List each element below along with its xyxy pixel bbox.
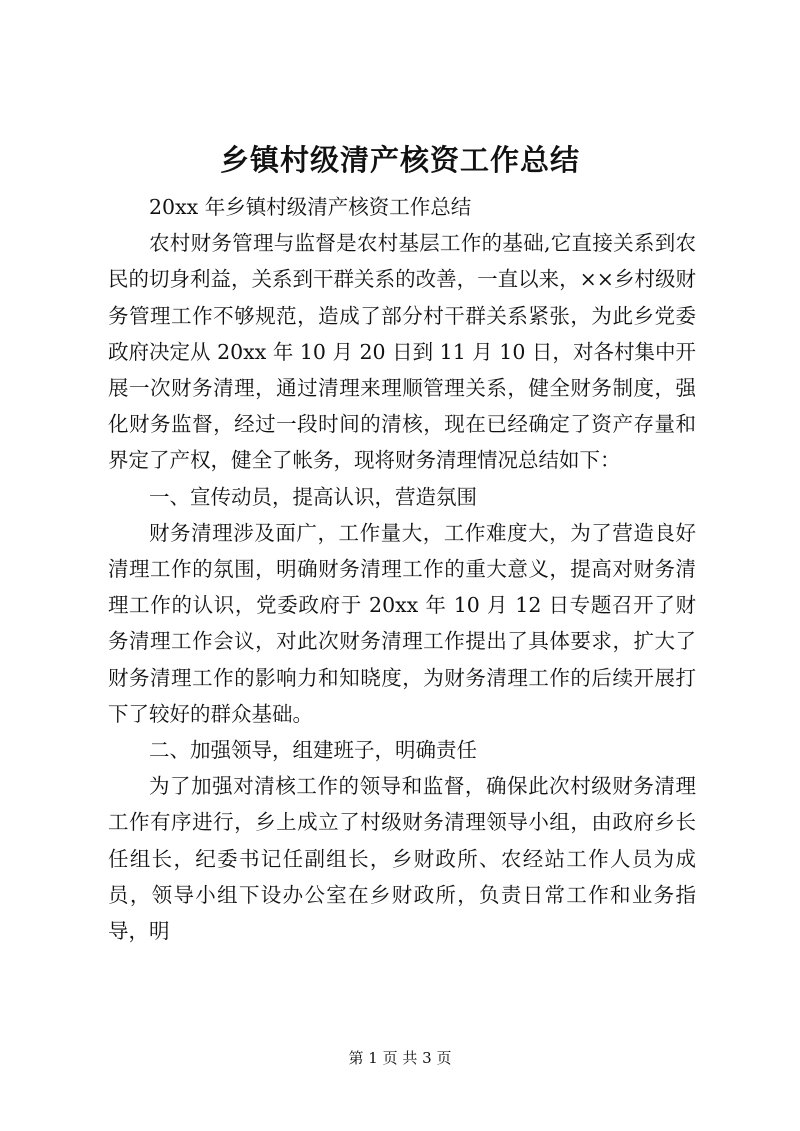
section-heading-2: 二、加强领导，组建班子，明确责任: [149, 738, 477, 763]
document-title: 乡镇村级清产核资工作总结: [219, 143, 580, 177]
section-1-paragraph: 财务清理涉及面广，工作量大，工作难度大，为了营造良好清理工作的氛围，明确财务清理工作的重大意义，提高对财务清理工作的认识，党委政府于 20xx 年 10 月 12 日专题召开了财务清理工作会议，对此次财务清理工作提出了具体要求，扩大了财务清理工作的影响力和知晓度，为财务清理工作的后续开展打下了较好的群众基础。: [108, 520, 696, 726]
intro-paragraph: 农村财务管理与监督是农村基层工作的基础,它直接关系到农民的切身利益，关系到干群关系的改善，一直以来，××乡村级财务管理工作不够规范，造成了部分村干群关系紧张，为此乡党委政府决定从 20xx 年 10 月 20 日到 11 月 10 日，对各村集中开展一次财务清理，通过清理来理顺管理关系，健全财务制度，强化财务监督，经过一段时间的清核，现在已经确定了资产存量和界定了产权，健全了帐务，现将财务清理情况总结如下：: [108, 231, 696, 473]
section-2-paragraph: 为了加强对清核工作的领导和监督，确保此次村级财务清理工作有序进行，乡上成立了村级财务清理领导小组，由政府乡长任组长，纪委书记任副组长，乡财政所、农经站工作人员为成员，领导小组下设办公室在乡财政所，负责日常工作和业务指导，明: [108, 774, 696, 944]
page-number-footer: 第 1 页 共 3 页: [348, 1049, 452, 1067]
document-body: [108, 189, 696, 949]
subtitle-paragraph: 20xx 年乡镇村级清产核资工作总结: [149, 195, 472, 219]
section-heading-1: 一、宣传动员，提高认识，营造氛围: [149, 484, 477, 509]
